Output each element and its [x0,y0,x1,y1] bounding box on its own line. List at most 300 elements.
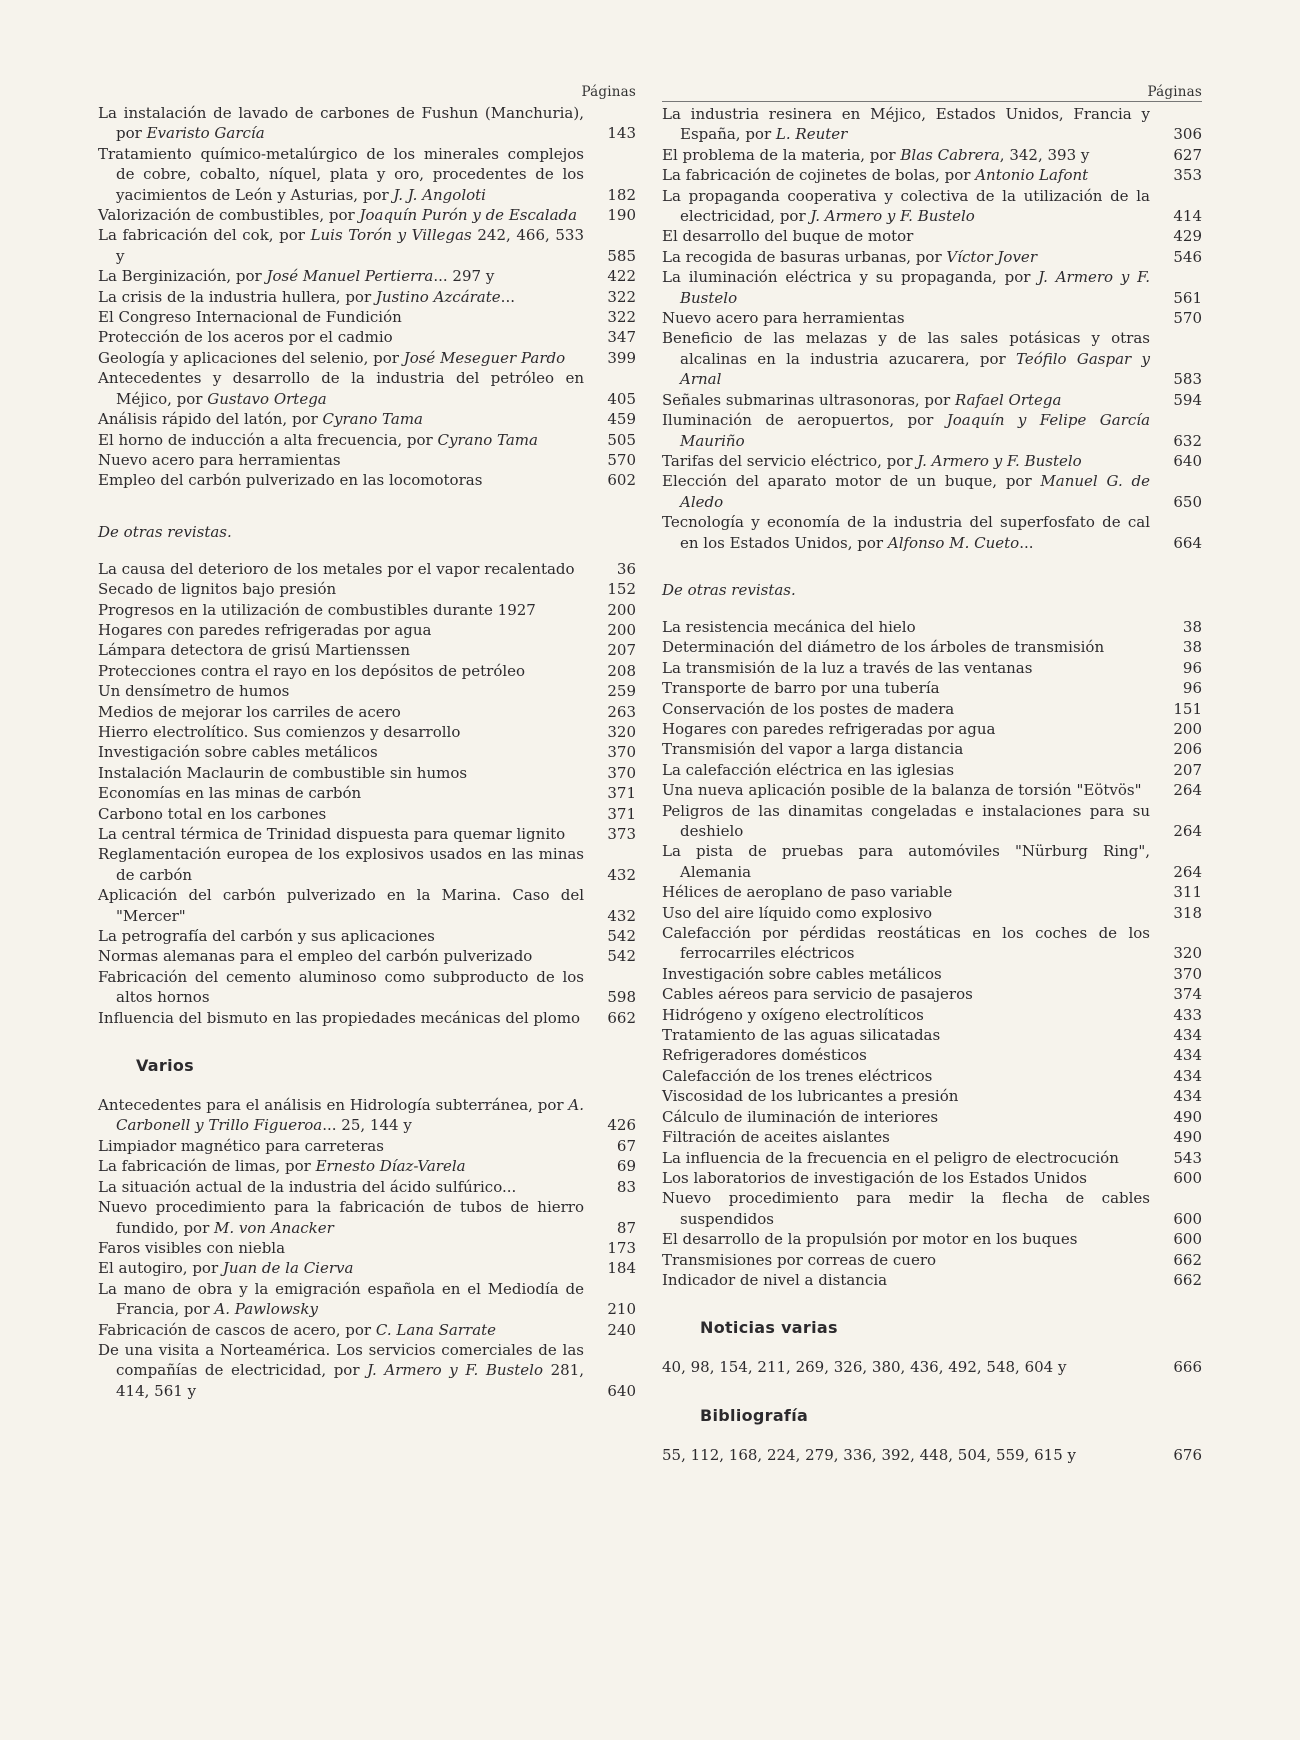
entry-page-number: 264 [1173,781,1202,800]
index-entry [662,390,1202,410]
index-entry [662,308,1202,328]
entry-page-number: 664 [1173,533,1202,552]
index-entry [662,512,1202,553]
entry-text: Análisis rápido del latón, por [98,410,323,429]
entry-title [98,783,584,803]
entry-title [662,410,1150,451]
index-entry [662,637,1202,657]
entry-page-number: 640 [1173,451,1202,470]
entry-title [98,661,584,681]
entry-text: Transmisiones por correas de cuero [662,1250,937,1269]
entry-extra-pages: ... [1019,533,1034,552]
entry-page-number: 662 [1173,1250,1202,1269]
entry-title [98,348,584,368]
index-entry [662,1127,1202,1147]
entry-page-number: 666 [1173,1358,1202,1377]
index-entry [98,844,636,885]
entry-title [662,1127,1150,1147]
entry-title [98,1258,584,1278]
entry-page-number: 490 [1173,1128,1202,1147]
entry-title [98,1095,584,1136]
entry-author: J. Armero y F. Bustelo [917,451,1082,470]
entry-page-number: 600 [1173,1209,1202,1228]
entry-text: La industria resinera en Méjico, Estados Unidos, Francia y España, por [662,105,1150,144]
entry-title [98,722,584,742]
entry-author: Evaristo García [146,124,265,143]
index-entry [662,410,1202,451]
entry-text: Cálculo de iluminación de interiores [662,1107,939,1126]
index-entry [98,579,636,599]
entry-title [98,1008,584,1028]
entry-title [98,926,584,946]
index-entry [98,783,636,803]
entry-author: J. Armero y F. Bustelo [367,1361,543,1380]
entry-author: J. J. Angoloti [393,185,486,204]
entry-extra-pages: ... 297 y [433,267,495,286]
right-main-section [662,104,1202,553]
index-entry [662,1357,1202,1377]
entry-page-number: 200 [1173,719,1202,738]
entry-text: La Berginización, por [98,267,267,286]
entry-author: Blas Cabrera [900,145,1000,164]
index-entry [98,266,636,286]
entry-page-number: 433 [1173,1005,1202,1024]
entry-text: La mano de obra y la emigración española en el Mediodía de Francia, por [98,1279,584,1319]
entry-text: 55, 112, 168, 224, 279, 336, 392, 448, 504, 559, 615 y [662,1445,1076,1464]
entry-title [662,1445,1150,1465]
entry-author: Justino Azcárate [375,287,501,306]
entry-title [98,620,584,640]
entry-page-number: 322 [607,287,636,306]
entry-title [662,719,1150,739]
entry-text: Uso del aire líquido como explosivo [662,903,933,922]
entry-text: Limpiador magnético para carreteras [98,1136,384,1155]
entry-title [98,640,584,660]
entry-title [662,882,1150,902]
varios-heading: Varios [136,1056,194,1076]
entry-page-number: 570 [1173,309,1202,328]
entry-text: El desarrollo del buque de motor [662,227,914,246]
entry-text: Beneficio de las melazas y de las sales potásicas y otras alcalinas en la industria azucarera, por [662,329,1150,368]
entry-title [662,1107,1150,1127]
entry-text: La situación actual de la industria del ácido sulfúrico... [98,1177,517,1196]
entry-page-number: 632 [1173,431,1202,450]
entry-text: Tratamiento químico-metalúrgico de los minerales complejos de cobre, cobalto, níquel, plata y oro, procedentes de los yacimientos de León y Asturias, por [98,144,584,204]
entry-text: Medios de mejorar los carriles de acero [98,702,401,721]
entry-text: La fabricación del cok, por [98,226,311,245]
entry-page-number: 414 [1173,207,1202,226]
entry-extra-pages: 281, 414, 561 y [116,1361,585,1400]
entry-page-number: 347 [607,328,636,347]
entry-text: Determinación del diámetro de los árboles de transmisión [662,638,1105,657]
entry-page-number: 600 [1173,1230,1202,1249]
right-column [662,84,1202,1465]
entry-text: Transmisión del vapor a larga distancia [662,740,964,759]
entry-page-number: 67 [616,1136,636,1155]
index-entry [662,964,1202,984]
entry-page-number: 83 [616,1177,636,1196]
entry-page-number: 96 [1182,658,1202,677]
entry-text: La fabricación de cojinetes de bolas, por [662,166,976,185]
index-entry [98,1177,636,1197]
entry-title [98,579,584,599]
index-entry [98,885,636,926]
entry-text: Investigación sobre cables metálicos [662,964,942,983]
entry-page-number: 69 [616,1157,636,1176]
index-entry [98,1320,636,1340]
entry-page-number: 583 [1173,370,1202,389]
entry-text: Señales submarinas ultrasonoras, por [662,390,955,409]
index-entry [662,1066,1202,1086]
entry-text: Hidrógeno y oxígeno electrolíticos [662,1005,924,1024]
entry-title [98,1136,584,1156]
entry-page-number: 374 [1173,985,1202,1004]
index-entry [662,678,1202,698]
entry-page-number: 662 [607,1008,636,1027]
index-entry [662,719,1202,739]
entry-text: La instalación de lavado de carbones de Fushun (Manchuria), por [98,104,584,143]
entry-title [98,559,584,579]
index-entry [662,984,1202,1004]
entry-text: La pista de pruebas para automóviles "Nürburg Ring", Alemania [662,842,1150,881]
index-entry [662,923,1202,964]
entry-title [662,512,1150,553]
entry-page-number: 87 [616,1218,636,1237]
index-entry [98,348,636,368]
entry-page-number: 152 [607,580,636,599]
entry-title [662,1148,1150,1168]
entry-text: La calefacción eléctrica en las iglesias [662,760,955,779]
entry-page-number: 259 [607,682,636,701]
paginas-header: Páginas [662,84,1202,102]
entry-text: Tecnología y economía de la industria del superfosfato de cal en los Estados Unidos, por [662,513,1150,552]
entry-text: Geología y aplicaciones del selenio, por [98,348,404,367]
entry-title [662,678,1150,698]
entry-title [98,1197,584,1238]
entry-text: Transporte de barro por una tubería [662,679,940,698]
entry-text: Hogares con paredes refrigeradas por agua [98,620,432,639]
entry-text: Reglamentación europea de los explosivos usados en las minas de carbón [98,845,584,884]
entry-title [662,801,1150,842]
entry-page-number: 640 [607,1381,636,1400]
entry-author: A. Carbonell y Trillo Figueroa [116,1096,584,1135]
entry-page-number: 322 [607,308,636,327]
entry-text: Tarifas del servicio eléctrico, por [662,451,918,470]
index-entry [98,225,636,266]
entry-text: Un densímetro de humos [98,682,290,701]
noticias-varias-heading: Noticias varias [700,1318,838,1338]
entry-page-number: 200 [607,600,636,619]
index-entry [662,471,1202,512]
entry-text: Economías en las minas de carbón [98,784,362,803]
entry-page-number: 263 [607,702,636,721]
index-entry [98,409,636,429]
entry-page-number: 353 [1173,166,1202,185]
entry-title [662,1005,1150,1025]
entry-title [662,617,1150,637]
entry-text: Influencia del bismuto en las propiedades mecánicas del plomo [98,1008,581,1027]
entry-author: J. Armero y F. Bustelo [680,268,1151,307]
entry-title [98,763,584,783]
index-entry [662,760,1202,780]
entry-page-number: 602 [607,471,636,490]
bibliografia-heading: Bibliografía [700,1405,809,1425]
index-entry [662,780,1202,800]
entry-title [98,1279,584,1320]
index-entry [98,926,636,946]
entry-author: Víctor Jover [946,247,1037,266]
index-entry [98,742,636,762]
entry-title [98,681,584,701]
entry-author: Alfonso M. Cueto [887,533,1020,552]
index-entry [98,1095,636,1136]
entry-author: José Meseguer Pardo [403,348,566,367]
entry-title [662,1188,1150,1229]
entry-author: J. Armero y F. Bustelo [810,207,975,226]
bibliografia-section [662,1445,1202,1465]
entry-author: Antonio Lafont [975,166,1089,185]
entry-page-number: 306 [1173,125,1202,144]
entry-page-number: 143 [607,124,636,143]
entry-text: La propaganda cooperativa y colectiva de la utilización de la electricidad, por [662,186,1150,226]
index-entry [98,1279,636,1320]
index-entry [98,1136,636,1156]
entry-page-number: 190 [607,206,636,225]
entry-title [662,1168,1150,1188]
index-entry [662,1025,1202,1045]
entry-title [98,844,584,885]
entry-page-number: 370 [607,743,636,762]
entry-text: La influencia de la frecuencia en el peligro de electrocución [662,1148,1119,1167]
entry-page-number: 432 [607,906,636,925]
entry-text: Viscosidad de los lubricantes a presión [662,1087,959,1106]
entry-page-number: 200 [607,620,636,639]
entry-extra-pages: ... [500,287,515,306]
entry-text: La fabricación de limas, por [98,1157,316,1176]
index-entry [98,205,636,225]
entry-text: Protección de los aceros por el cadmio [98,328,393,347]
entry-author: C. Lana Sarrate [375,1320,497,1339]
entry-text: El autogiro, por [98,1259,223,1278]
index-entry [662,451,1202,471]
index-entry [662,658,1202,678]
entry-page-number: 184 [607,1259,636,1278]
index-entry [662,104,1202,145]
entry-title [98,287,584,307]
index-entry [98,368,636,409]
index-entry [662,699,1202,719]
index-entry [98,1156,636,1176]
entry-title [98,885,584,926]
entry-text: La iluminación eléctrica y su propaganda, por [662,268,1039,287]
entry-title [662,984,1150,1004]
entry-title [98,946,584,966]
entry-title [662,186,1150,227]
de-otras-revistas-heading: De otras revistas. [662,580,796,599]
entry-title [662,637,1150,657]
index-entry [98,640,636,660]
entry-page-number: 662 [1173,1270,1202,1289]
entry-page-number: 585 [607,246,636,265]
entry-text: Calefacción de los trenes eléctricos [662,1066,933,1085]
index-entry [98,722,636,742]
entry-page-number: 459 [607,410,636,429]
entry-text: El desarrollo de la propulsión por motor en los buques [662,1230,1078,1249]
entry-title [662,247,1150,267]
entry-title [662,308,1150,328]
left-column [98,84,636,1401]
index-entry [662,1107,1202,1127]
entry-title [98,307,584,327]
entry-text: Instalación Maclaurin de combustible sin humos [98,763,468,782]
paginas-header: Páginas [581,84,636,100]
entry-title [98,409,584,429]
entry-title [662,923,1150,964]
entry-text: Hierro electrolítico. Sus comienzos y desarrollo [98,722,461,741]
right-otras-section [662,617,1202,1290]
entry-page-number: 210 [607,1300,636,1319]
entry-title [662,1229,1150,1249]
index-entry [98,450,636,470]
index-entry [98,1008,636,1028]
entry-title [662,145,1150,165]
index-entry [98,1340,636,1401]
entry-title [662,699,1150,719]
entry-page-number: 371 [607,784,636,803]
varios-section [98,1095,636,1401]
index-entry [662,1445,1202,1465]
index-entry [98,103,636,144]
index-entry [662,1168,1202,1188]
index-entry [98,804,636,824]
index-entry [662,1229,1202,1249]
entry-author: Rafael Ortega [955,390,1062,409]
entry-page-number: 208 [607,661,636,680]
entry-text: De una visita a Norteamérica. Los servicios comerciales de las compañías de electricidad, por [98,1340,584,1380]
entry-author: Gustavo Ortega [207,389,327,408]
entry-page-number: 600 [1173,1168,1202,1187]
entry-text: La transmisión de la luz a través de las ventanas [662,658,1033,677]
entry-title [98,450,584,470]
entry-text: Filtración de aceites aislantes [662,1128,890,1147]
entry-text: Aplicación del carbón pulverizado en la Marina. Caso del "Mercer" [98,886,584,925]
entry-text: Peligros de las dinamitas congeladas e instalaciones para su deshielo [662,801,1150,840]
entry-title [662,104,1150,145]
entry-page-number: 36 [616,559,636,578]
entry-author: Manuel G. de Aledo [680,472,1150,511]
entry-text: El Congreso Internacional de Fundición [98,308,402,327]
entry-text: Elección del aparato motor de un buque, por [662,472,1041,491]
entry-text: Cables aéreos para servicio de pasajeros [662,985,973,1004]
index-entry [662,1250,1202,1270]
entry-text: Empleo del carbón pulverizado en las locomotoras [98,471,483,490]
entry-text: Fabricación del cemento aluminoso como subproducto de los altos hornos [98,967,584,1007]
index-entry [98,763,636,783]
index-entry [98,946,636,966]
entry-author: L. Reuter [775,125,848,144]
entry-text: Lámpara detectora de grisú Martienssen [98,641,410,660]
index-entry [662,882,1202,902]
entry-page-number: 240 [607,1320,636,1339]
entry-title [98,205,584,225]
entry-title [98,368,584,409]
entry-author: Cyrano Tama [322,410,424,429]
entry-text: Antecedentes para el análisis en Hidrología subterránea, por [98,1096,569,1115]
entry-text: Calefacción por pérdidas reostáticas en los coches de los ferrocarriles eléctricos [662,924,1150,963]
entry-text: La central térmica de Trinidad dispuesta para quemar lignito [98,825,566,843]
entry-author: Cyrano Tama [437,430,538,449]
entry-page-number: 318 [1173,903,1202,922]
entry-title [662,780,1150,800]
entry-author: A. Pawlowsky [214,1300,318,1319]
entry-text: Nuevo procedimiento para medir la flecha de cables suspendidos [662,1189,1150,1228]
entry-title [98,824,584,844]
entry-title [662,451,1150,471]
entry-text: Refrigeradores domésticos [662,1046,867,1065]
entry-page-number: 676 [1173,1445,1202,1464]
entry-text: Progresos en la utilización de combustibles durante 1927 [98,600,536,619]
entry-title [98,327,584,347]
entry-page-number: 370 [607,763,636,782]
entry-title [98,103,584,144]
index-entry [98,327,636,347]
entry-text: Valorización de combustibles, por [98,206,360,225]
entry-title [662,739,1150,759]
entry-text: Carbono total en los carbones [98,804,327,823]
entry-page-number: 434 [1173,1066,1202,1085]
entry-page-number: 206 [1173,740,1202,759]
entry-page-number: 311 [1173,883,1202,902]
entry-title [98,430,584,450]
entry-title [98,470,584,490]
entry-title [98,1177,584,1197]
entry-title [662,841,1150,882]
entry-page-number: 264 [1173,862,1202,881]
index-entry [98,600,636,620]
entry-page-number: 570 [607,450,636,469]
entry-title [98,967,584,1008]
entry-text: El horno de inducción a alta frecuencia, por [98,430,438,449]
index-entry [98,967,636,1008]
entry-text: Secado de lignitos bajo presión [98,580,337,599]
index-entry [98,620,636,640]
entry-page-number: 490 [1173,1107,1202,1126]
entry-page-number: 38 [1182,617,1202,636]
entry-title [662,471,1150,512]
entry-page-number: 182 [607,185,636,204]
entry-title [98,1156,584,1176]
entry-text: Investigación sobre cables metálicos [98,743,378,762]
entry-page-number: 594 [1173,390,1202,409]
noticias-section [662,1357,1202,1377]
entry-text: La resistencia mecánica del hielo [662,617,916,636]
entry-title [662,1066,1150,1086]
index-entry [98,559,636,579]
entry-text: Hogares con paredes refrigeradas por agua [662,719,996,738]
entry-title [98,600,584,620]
entry-author: Juan de la Cierva [222,1259,354,1278]
entry-page-number: 370 [1173,964,1202,983]
entry-text: La crisis de la industria hullera, por [98,287,376,306]
entry-page-number: 542 [607,927,636,946]
entry-page-number: 264 [1173,822,1202,840]
index-entry [662,617,1202,637]
entry-page-number: 371 [607,804,636,823]
entry-page-number: 627 [1173,145,1202,164]
entry-text: Hélices de aeroplano de paso variable [662,883,953,902]
entry-page-number: 650 [1173,492,1202,511]
index-entry [662,1086,1202,1106]
